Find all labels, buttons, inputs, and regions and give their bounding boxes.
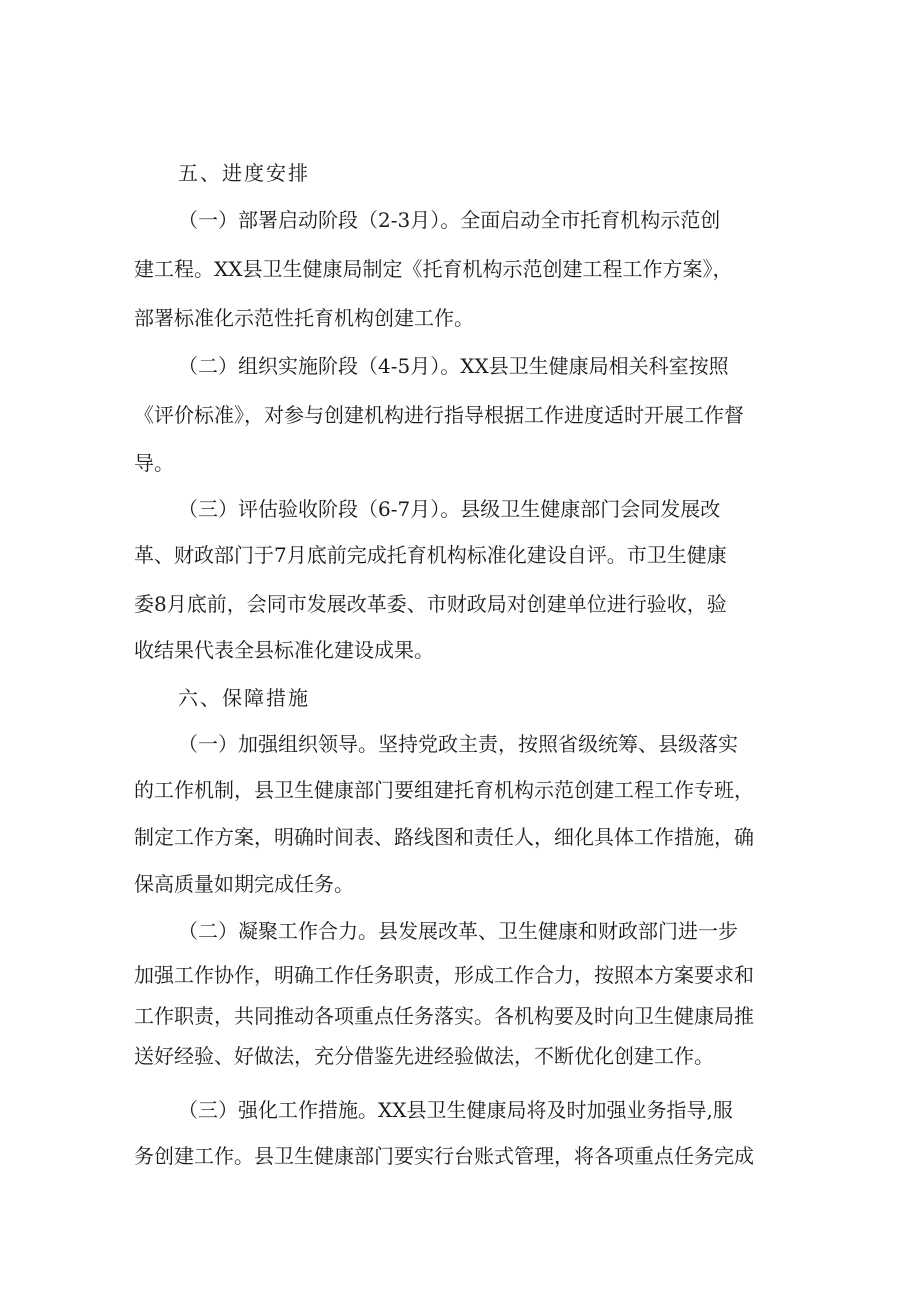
heading-text: 五、进度安排 xyxy=(178,161,310,185)
text-line: 务创建工作。县卫生健康部门要实行台账式管理，将各项重点任务完成 xyxy=(134,1144,754,1168)
text-line: 工作职责，共同推动各项重点任务落实。各机构要及时向卫生健康局推 xyxy=(134,1004,754,1028)
text-line: 加强工作协作，明确工作任务职责，形成工作合力，按照本方案要求和 xyxy=(134,963,754,987)
text-line: 制定工作方案，明确时间表、路线图和责任人，细化具体工作措施，确 xyxy=(134,825,754,849)
text-line: 保高质量如期完成任务。 xyxy=(134,872,354,896)
text-line: （一）部署启动阶段（2-3月）。全面启动全市托育机构示范创 xyxy=(178,208,721,232)
heading-text: 六、保障措施 xyxy=(178,686,310,710)
text-line: （二）组织实施阶段（4-5月）。XX县卫生健康局相关科室按照 xyxy=(178,354,729,378)
text-line: 部署标准化示范性托育机构创建工作。 xyxy=(134,306,474,330)
text-line: 的工作机制，县卫生健康部门要组建托育机构示范创建工程工作专班， xyxy=(134,778,754,802)
text-line: （二）凝聚工作合力。县发展改革、卫生健康和财政部门进一步 xyxy=(178,919,738,943)
text-line: （三）评估验收阶段（6-7月）。县级卫生健康部门会同发展改 xyxy=(178,497,721,521)
text-line: 送好经验、好做法，充分借鉴先进经验做法，不断优化创建工作。 xyxy=(134,1044,714,1068)
text-line: （三）强化工作措施。XX县卫生健康局将及时加强业务指导,服 xyxy=(178,1098,733,1122)
text-line: 革、财政部门于7月底前完成托育机构标准化建设自评。市卫生健康 xyxy=(134,543,727,567)
text-line: 建工程。XX县卫生健康局制定《托育机构示范创建工程工作方案》， xyxy=(134,257,733,281)
text-line: 导。 xyxy=(134,451,174,475)
text-line: 委8月底前，会同市发展改革委、市财政局对创建单位进行验收，验 xyxy=(134,592,727,616)
text-line: 《评价标准》，对参与创建机构进行指导根据工作进度适时开展工作督 xyxy=(134,403,744,427)
text-line: 收结果代表全县标准化建设成果。 xyxy=(134,638,434,662)
text-line: （一）加强组织领导。坚持党政主责，按照省级统筹、县级落实 xyxy=(178,732,738,756)
